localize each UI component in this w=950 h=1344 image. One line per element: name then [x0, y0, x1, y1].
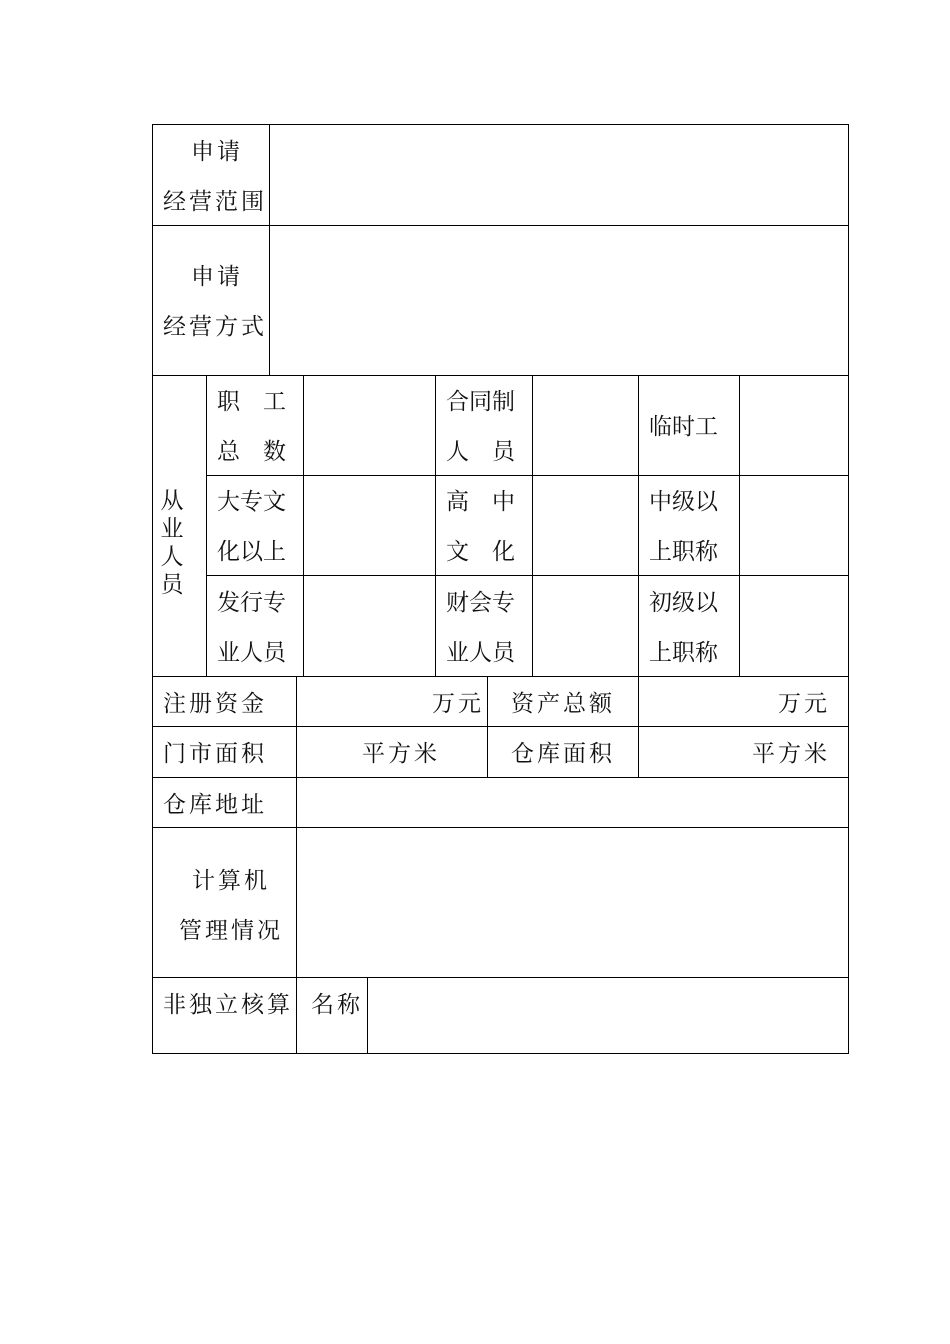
- distribution-staff-label-l2: 业人员: [217, 640, 286, 666]
- college-label-l1: 大专文: [217, 489, 286, 515]
- highschool-label-l1: 高 中: [446, 489, 515, 515]
- col-border: [296, 676, 297, 1054]
- total-staff-label-l2: 总 数: [217, 439, 286, 465]
- distribution-staff-field[interactable]: [305, 577, 434, 675]
- accounting-staff-field[interactable]: [534, 577, 637, 675]
- warehouse-address-label: 仓库地址: [163, 792, 267, 818]
- name-label: 名称: [311, 992, 363, 1018]
- row-border: [152, 124, 849, 125]
- contract-staff-label-l1: 合同制: [446, 389, 515, 415]
- highschool-field[interactable]: [534, 477, 637, 574]
- row-border: [152, 1053, 849, 1054]
- total-staff-field[interactable]: [305, 377, 434, 474]
- col-border: [638, 676, 639, 777]
- row-border: [152, 827, 849, 828]
- total-assets-label: 资产总额: [511, 691, 615, 717]
- warehouse-area-label: 仓库面积: [511, 741, 615, 767]
- highschool-label-l2: 文 化: [446, 539, 515, 565]
- junior-title-field[interactable]: [741, 577, 847, 675]
- row-border: [152, 225, 849, 226]
- accounting-staff-label-l2: 业人员: [446, 640, 515, 666]
- col-border: [435, 375, 436, 676]
- row-border: [152, 375, 849, 376]
- warehouse-address-field[interactable]: [298, 779, 847, 826]
- method-label-line1: 申请: [191, 264, 243, 290]
- junior-title-label-l1: 初级以: [649, 590, 718, 616]
- computer-management-field[interactable]: [298, 829, 847, 976]
- col-border: [206, 375, 207, 676]
- temp-worker-field[interactable]: [741, 377, 847, 474]
- table-right-border: [848, 124, 849, 1054]
- distribution-staff-label-l1: 发行专: [217, 590, 286, 616]
- col-border: [367, 977, 368, 1054]
- business-method-field[interactable]: [271, 227, 847, 374]
- mid-title-label-l2: 上职称: [649, 539, 718, 565]
- college-label-l2: 化以上: [217, 539, 286, 565]
- computer-label-line1: 计算机: [192, 868, 270, 894]
- col-border: [532, 375, 533, 676]
- warehouse-area-unit: 平方米: [752, 741, 830, 767]
- name-field[interactable]: [369, 979, 847, 1052]
- row-border: [152, 777, 849, 778]
- contract-staff-field[interactable]: [534, 377, 637, 474]
- col-border: [269, 124, 270, 375]
- total-staff-label-l1: 职 工: [217, 389, 286, 415]
- college-field[interactable]: [305, 477, 434, 574]
- row-border: [152, 977, 849, 978]
- computer-label-line2: 管理情况: [179, 918, 283, 944]
- staff-group-label: 从业人员: [160, 488, 184, 598]
- scope-label-line1: 申请: [191, 139, 243, 165]
- row-border: [152, 726, 849, 727]
- mid-title-label-l1: 中级以: [649, 489, 718, 515]
- col-border: [638, 375, 639, 676]
- junior-title-label-l2: 上职称: [649, 640, 718, 666]
- total-assets-unit: 万元: [778, 691, 830, 717]
- scope-label-line2: 经营范围: [163, 189, 267, 215]
- mid-title-field[interactable]: [741, 477, 847, 574]
- business-scope-field[interactable]: [271, 126, 847, 224]
- store-area-unit: 平方米: [362, 741, 440, 767]
- reg-capital-unit: 万元: [432, 691, 484, 717]
- accounting-staff-label-l1: 财会专: [446, 590, 515, 616]
- method-label-line2: 经营方式: [163, 314, 267, 340]
- col-border: [303, 375, 304, 676]
- contract-staff-label-l2: 人 员: [446, 439, 515, 465]
- store-area-label: 门市面积: [163, 741, 267, 767]
- reg-capital-label: 注册资金: [163, 691, 267, 717]
- table-left-border: [152, 124, 153, 1054]
- row-border: [152, 676, 849, 677]
- col-border: [487, 676, 488, 777]
- non-independent-label: 非独立核算: [163, 992, 293, 1018]
- temp-worker-label: 临时工: [649, 414, 718, 440]
- col-border: [739, 375, 740, 676]
